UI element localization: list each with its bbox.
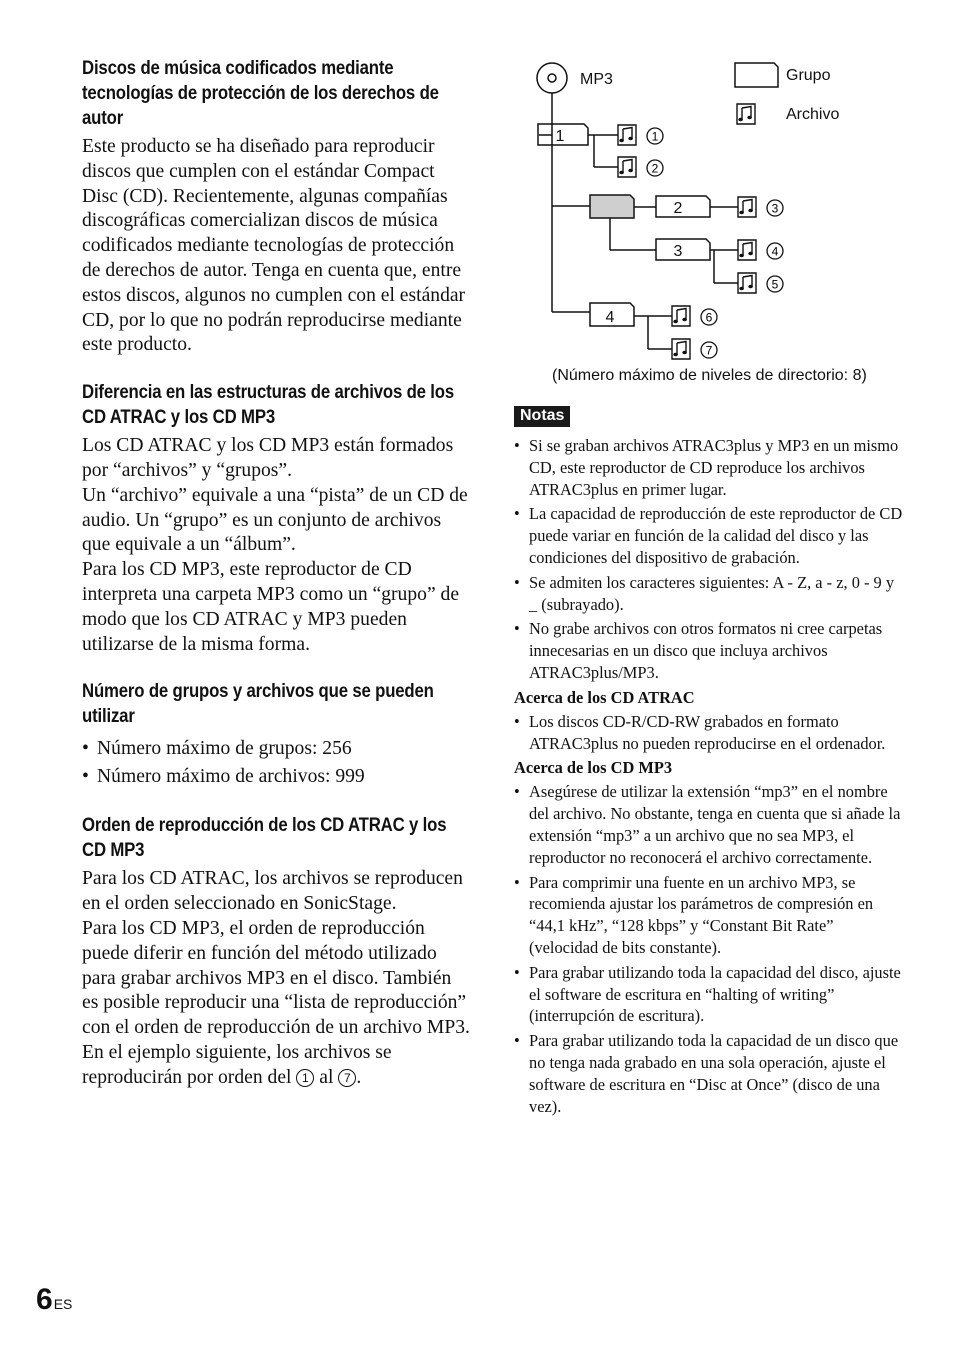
selected-folder-icon (590, 195, 634, 218)
music-file-icon (738, 273, 756, 293)
left-column (82, 56, 472, 1113)
legend-folder-icon (735, 63, 778, 87)
paragraph: Este producto se ha diseñado para reproducir discos que cumplen con el estándar Compact Disc (CD). Recientemente, algunas compañías discográficas comercializan discos de música codificados mediante tecnologías de protección de derechos de autor. Tenga en cuenta que, entre estos discos, algunos no cumplen con el estándar CD, por lo que no podrán reproducirse mediante este producto. (82, 136, 466, 356)
svg-text:5: 5 (771, 277, 779, 292)
notes-block (514, 396, 904, 1117)
list-item: • Para grabar utilizando toda la capacidad del disco, ajuste el software de escritura en “halting of writing” (interrupción de escritura). (514, 962, 904, 1027)
folder-label: 3 (673, 243, 683, 260)
paragraph: Para los CD MP3, este reproductor de CD interpreta una carpeta MP3 como un “grupo” de modo que los CD ATRAC y MP3 pueden utilizarse de la misma forma. (82, 559, 460, 655)
svg-text:4: 4 (771, 244, 779, 259)
section-group-file-limits (82, 679, 472, 791)
language-code: ES (53, 1296, 73, 1312)
music-file-icon (738, 197, 756, 217)
paragraph-text: Para los CD MP3, el orden de reproducción puede diferir en función del método utilizado para grabar archivos MP3 en el disco. También es posible reproducir una “lista de reproducción” con el orden de reproducción de un archivo MP3. En el ejemplo siguiente, los archivos se reproducirán por orden del (82, 917, 470, 1088)
circled-number-icon: 1 (296, 1069, 314, 1087)
list-item: • Si se graban archivos ATRAC3plus y MP3 en un mismo CD, este reproductor de CD reproduce los archivos ATRAC3plus en primer lugar. (514, 435, 904, 500)
circled-number-icon (701, 309, 717, 325)
connector-word: al (319, 1066, 334, 1088)
general-notes-list (514, 435, 904, 684)
list-item: • Para comprimir una fuente en un archivo MP3, se recomienda ajustar los parámetros de compresión en “44,1 kHz”, “128 kbps” y “Constant Bit Rate” (velocidad de bits constante). (514, 872, 904, 959)
paragraph: Los CD ATRAC y los CD MP3 están formados por “archivos” y “grupos”. (82, 435, 454, 481)
list-item: • No grabe archivos con otros formatos ni cree carpetas innecesarias en un disco que incluya archivos ATRAC3plus/MP3. (514, 618, 904, 683)
page-number: 6 (36, 1283, 53, 1316)
mp3-notes-list (514, 781, 904, 1117)
section-heading: Discos de música codificados mediante tecnologías de protección de los derechos de autor (82, 57, 439, 129)
paragraph (82, 917, 472, 1091)
limits-list (82, 735, 472, 791)
paragraph: Para los CD ATRAC, los archivos se reproducen en el orden seleccionado en SonicStage. (82, 868, 463, 915)
atrac-notes-list (514, 711, 904, 755)
svg-text:2: 2 (651, 161, 659, 176)
paragraph: Un “archivo” equivale a una “pista” de un CD de audio. Un “grupo” es un conjunto de archivos que equivale a un “álbum”. (82, 484, 468, 556)
legend-file-label: Archivo (786, 106, 840, 123)
section-heading: Número de grupos y archivos que se pueden utilizar (82, 680, 434, 728)
legend-group-label: Grupo (786, 67, 831, 84)
folder-label: 1 (555, 128, 565, 145)
page-footer (36, 1283, 72, 1317)
section-playback-order (82, 813, 472, 1090)
list-item: • Para grabar utilizando toda la capacidad de un disco que no tenga nada grabado en una sola operación, ajuste el software de escritura en “Disc at Once” (disco de una vez). (514, 1030, 904, 1117)
list-item: • Se admiten los caracteres siguientes: A - Z, a - z, 0 - 9 y _ (subrayado). (514, 572, 904, 616)
svg-text:3: 3 (771, 201, 779, 216)
folder-label: 4 (605, 309, 615, 326)
atrac-notes-heading: Acerca de los CD ATRAC (514, 687, 695, 707)
circled-number-icon (767, 243, 783, 259)
section-file-structures (82, 380, 472, 657)
music-file-icon (618, 157, 636, 177)
music-file-icon (738, 240, 756, 260)
right-column (514, 56, 904, 1120)
folder-icon (656, 239, 710, 260)
diagram-caption: (Número máximo de niveles de directorio: 8) (552, 367, 867, 384)
circled-number-icon: 7 (338, 1069, 356, 1087)
list-item: • La capacidad de reproducción de este reproductor de CD puede variar en función de la calidad del disco y las condiciones del dispositivo de grabación. (514, 503, 904, 568)
section-copyright-discs (82, 56, 472, 358)
list-item: • Los discos CD-R/CD-RW grabados en formato ATRAC3plus no pueden reproducirse en el ordenador. (514, 711, 904, 755)
svg-text:6: 6 (705, 310, 713, 325)
period: . (356, 1066, 362, 1088)
folder-tree-diagram (514, 56, 904, 396)
notes-badge: Notas (514, 406, 570, 427)
svg-text:1: 1 (651, 129, 659, 144)
circled-number-icon (767, 276, 783, 292)
folder-icon (656, 196, 710, 217)
music-file-icon (618, 125, 636, 145)
music-file-icon (672, 306, 690, 326)
legend-file-icon (737, 104, 755, 124)
mp3-notes-heading: Acerca de los CD MP3 (514, 758, 673, 778)
circled-number-icon (767, 200, 783, 216)
svg-text:7: 7 (705, 343, 713, 358)
circled-number-icon (701, 342, 717, 358)
circled-number-icon (647, 160, 663, 176)
music-file-icon (672, 339, 690, 359)
list-item: • Asegúrese de utilizar la extensión “mp3” en el nombre del archivo. No obstante, tenga en cuenta que si añade la extensión “mp3” a un archivo que no sea MP3, el reproductor no reconocerá el archivo correctamente. (514, 781, 904, 868)
section-heading: Orden de reproducción de los CD ATRAC y los CD MP3 (82, 814, 447, 862)
root-label: MP3 (580, 71, 613, 88)
cd-disc-icon (537, 63, 567, 93)
list-item: • Número máximo de grupos: 256 (82, 735, 472, 763)
list-item: • Número máximo de archivos: 999 (82, 763, 472, 791)
circled-number-icon (647, 128, 663, 144)
section-heading: Diferencia en las estructuras de archivos de los CD ATRAC y los CD MP3 (82, 381, 455, 429)
folder-label: 2 (673, 200, 683, 217)
folder-tree-svg (514, 56, 904, 396)
